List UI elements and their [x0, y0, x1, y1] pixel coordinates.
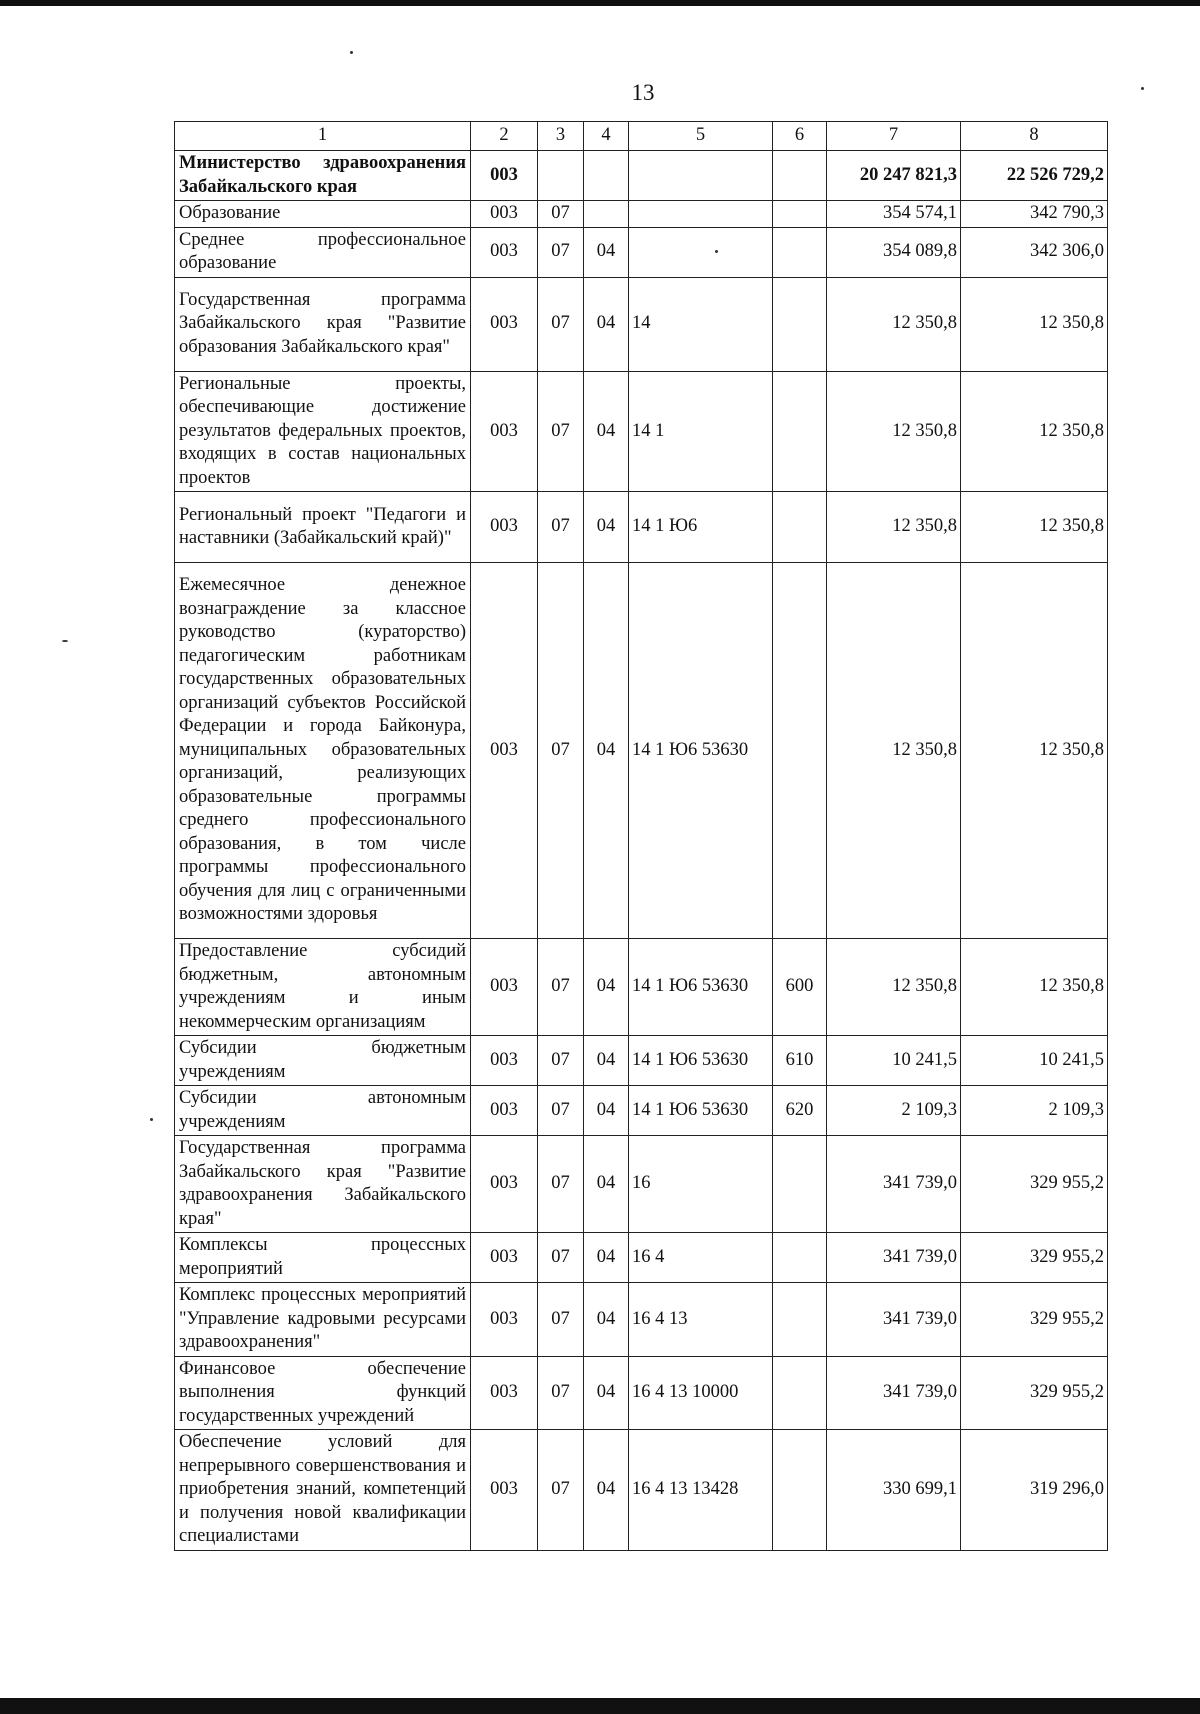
row-description: Региональный проект "Педагоги и наставники (Забайкальский край)": [175, 492, 471, 563]
row-col6-expense-type: [773, 1356, 827, 1430]
row-col8-amount: 342 790,3: [961, 201, 1108, 228]
row-col8-amount: 329 955,2: [961, 1136, 1108, 1233]
row-col4-subsection: 04: [584, 1356, 629, 1430]
row-description: Субсидии бюджетным учреждениям: [175, 1036, 471, 1086]
row-col4-subsection: 04: [584, 563, 629, 939]
row-col5-target: 16 4 13: [629, 1283, 773, 1357]
table-row: [175, 939, 1108, 1036]
row-col8-amount: 342 306,0: [961, 227, 1108, 277]
row-col8-amount: 12 350,8: [961, 277, 1108, 371]
row-col3-section: 07: [538, 1356, 584, 1430]
table-row: [175, 201, 1108, 228]
row-col2-code: 003: [471, 227, 538, 277]
row-col6-expense-type: [773, 151, 827, 201]
row-col2-code: 003: [471, 1356, 538, 1430]
row-col2-code: 003: [471, 277, 538, 371]
row-col6-expense-type: [773, 1283, 827, 1357]
row-col6-expense-type: [773, 1136, 827, 1233]
row-col2-code: 003: [471, 1136, 538, 1233]
row-col3-section: 07: [538, 1136, 584, 1233]
column-header-4: 4: [584, 122, 629, 151]
row-col8-amount: 12 350,8: [961, 563, 1108, 939]
row-col2-code: 003: [471, 1086, 538, 1136]
row-col3-section: 07: [538, 277, 584, 371]
row-col6-expense-type: [773, 277, 827, 371]
row-col7-amount: 341 739,0: [827, 1136, 961, 1233]
row-description: Государственная программа Забайкальского края "Развитие образования Забайкальского края": [175, 277, 471, 371]
budget-table: [174, 121, 1108, 1551]
row-col3-section: [538, 151, 584, 201]
row-col4-subsection: 04: [584, 492, 629, 563]
scan-top-edge: [0, 0, 1200, 6]
row-col5-target: 14 1 Ю6 53630: [629, 1086, 773, 1136]
row-description: Государственная программа Забайкальского края "Развитие здравоохранения Забайкальского края": [175, 1136, 471, 1233]
budget-table-container: [174, 121, 1107, 1551]
row-col8-amount: 10 241,5: [961, 1036, 1108, 1086]
table-row: [175, 1356, 1108, 1430]
row-col4-subsection: 04: [584, 1086, 629, 1136]
row-col2-code: 003: [471, 1283, 538, 1357]
row-col2-code: 003: [471, 939, 538, 1036]
row-col3-section: 07: [538, 1430, 584, 1551]
table-row: [175, 1136, 1108, 1233]
table-row: [175, 227, 1108, 277]
row-col6-expense-type: [773, 1233, 827, 1283]
row-col8-amount: 12 350,8: [961, 492, 1108, 563]
row-col6-expense-type: [773, 201, 827, 228]
row-col7-amount: 12 350,8: [827, 371, 961, 492]
row-col7-amount: 20 247 821,3: [827, 151, 961, 201]
row-col7-amount: 2 109,3: [827, 1086, 961, 1136]
scan-speck: [150, 1118, 153, 1121]
scan-speck: [350, 51, 353, 54]
row-col5-target: 14 1 Ю6 53630: [629, 1036, 773, 1086]
row-col6-expense-type: [773, 492, 827, 563]
row-col4-subsection: [584, 201, 629, 228]
row-description: Ежемесячное денежное вознаграждение за классное руководство (кураторство) педагогическим работникам государственных образовательных организаций субъектов Российской Федерации и города Байконура, муниципальных образовательных организаций, реализующих образовательные программы среднего профессионального образования, в том числе программы профессионального обучения для лиц с ограниченными возможностями здоровья: [175, 563, 471, 939]
row-col7-amount: 341 739,0: [827, 1356, 961, 1430]
row-col4-subsection: 04: [584, 939, 629, 1036]
row-col6-expense-type: [773, 227, 827, 277]
row-col8-amount: 329 955,2: [961, 1356, 1108, 1430]
row-col8-amount: 329 955,2: [961, 1283, 1108, 1357]
row-col2-code: 003: [471, 1430, 538, 1551]
row-description: Субсидии автономным учреждениям: [175, 1086, 471, 1136]
row-col8-amount: 329 955,2: [961, 1233, 1108, 1283]
row-col3-section: 07: [538, 563, 584, 939]
row-col2-code: 003: [471, 151, 538, 201]
row-description: Среднее профессиональное образование: [175, 227, 471, 277]
row-col4-subsection: [584, 151, 629, 201]
row-col6-expense-type: 610: [773, 1036, 827, 1086]
row-description: Образование: [175, 201, 471, 228]
column-header-1: 1: [175, 122, 471, 151]
row-col7-amount: 12 350,8: [827, 563, 961, 939]
scan-speck: [715, 250, 718, 253]
row-description: Обеспечение условий для непрерывного совершенствования и приобретения знаний, компетенций и получения новой квалификации специалистами: [175, 1430, 471, 1551]
row-col3-section: 07: [538, 1233, 584, 1283]
table-row: [175, 1086, 1108, 1136]
table-body: [175, 151, 1108, 1551]
row-col6-expense-type: [773, 1430, 827, 1551]
scan-speck: [62, 640, 68, 642]
row-col8-amount: 319 296,0: [961, 1430, 1108, 1551]
row-col7-amount: 12 350,8: [827, 492, 961, 563]
row-col4-subsection: 04: [584, 1430, 629, 1551]
row-col8-amount: 12 350,8: [961, 939, 1108, 1036]
row-col6-expense-type: [773, 563, 827, 939]
row-col7-amount: 10 241,5: [827, 1036, 961, 1086]
row-col5-target: 14 1: [629, 371, 773, 492]
row-col7-amount: 354 574,1: [827, 201, 961, 228]
page-number: 13: [631, 80, 655, 105]
row-col2-code: 003: [471, 492, 538, 563]
row-col5-target: [629, 151, 773, 201]
row-col4-subsection: 04: [584, 1283, 629, 1357]
row-col7-amount: 341 739,0: [827, 1233, 961, 1283]
table-row: [175, 371, 1108, 492]
row-col3-section: 07: [538, 227, 584, 277]
row-col2-code: 003: [471, 201, 538, 228]
row-col5-target: 14 1 Ю6 53630: [629, 939, 773, 1036]
row-col7-amount: 330 699,1: [827, 1430, 961, 1551]
row-col5-target: [629, 201, 773, 228]
column-header-6: 6: [773, 122, 827, 151]
table-row: [175, 151, 1108, 201]
row-col8-amount: 22 526 729,2: [961, 151, 1108, 201]
row-col5-target: 16: [629, 1136, 773, 1233]
row-col5-target: [629, 227, 773, 277]
row-description: Региональные проекты, обеспечивающие достижение результатов федеральных проектов, входящих в состав национальных проектов: [175, 371, 471, 492]
table-row: [175, 277, 1108, 371]
row-col3-section: 07: [538, 1086, 584, 1136]
row-col5-target: 14: [629, 277, 773, 371]
table-row: [175, 1430, 1108, 1551]
row-col3-section: 07: [538, 492, 584, 563]
row-col8-amount: 2 109,3: [961, 1086, 1108, 1136]
table-row: [175, 1283, 1108, 1357]
row-col7-amount: 341 739,0: [827, 1283, 961, 1357]
scan-speck: [1141, 87, 1144, 90]
column-header-3: 3: [538, 122, 584, 151]
row-col7-amount: 12 350,8: [827, 939, 961, 1036]
table-row: [175, 563, 1108, 939]
row-col4-subsection: 04: [584, 1233, 629, 1283]
row-col6-expense-type: [773, 371, 827, 492]
row-col2-code: 003: [471, 1036, 538, 1086]
row-col5-target: 14 1 Ю6 53630: [629, 563, 773, 939]
row-col4-subsection: 04: [584, 277, 629, 371]
row-col7-amount: 12 350,8: [827, 277, 961, 371]
scan-bottom-edge: [0, 1698, 1200, 1714]
row-col3-section: 07: [538, 939, 584, 1036]
row-description: Министерство здравоохранения Забайкальского края: [175, 151, 471, 201]
row-col7-amount: 354 089,8: [827, 227, 961, 277]
row-col2-code: 003: [471, 371, 538, 492]
table-row: [175, 492, 1108, 563]
table-header-row: [175, 122, 1108, 151]
table-row: [175, 1036, 1108, 1086]
row-col2-code: 003: [471, 563, 538, 939]
row-description: Предоставление субсидий бюджетным, автономным учреждениям и иным некоммерческим организациям: [175, 939, 471, 1036]
column-header-7: 7: [827, 122, 961, 151]
column-header-2: 2: [471, 122, 538, 151]
row-col4-subsection: 04: [584, 227, 629, 277]
row-col5-target: 16 4 13 13428: [629, 1430, 773, 1551]
row-description: Финансовое обеспечение выполнения функций государственных учреждений: [175, 1356, 471, 1430]
row-col4-subsection: 04: [584, 1036, 629, 1086]
row-col2-code: 003: [471, 1233, 538, 1283]
row-col3-section: 07: [538, 1036, 584, 1086]
row-col6-expense-type: 600: [773, 939, 827, 1036]
row-col3-section: 07: [538, 371, 584, 492]
row-description: Комплексы процессных мероприятий: [175, 1233, 471, 1283]
row-col6-expense-type: 620: [773, 1086, 827, 1136]
row-col5-target: 16 4 13 10000: [629, 1356, 773, 1430]
row-col3-section: 07: [538, 1283, 584, 1357]
row-col4-subsection: 04: [584, 371, 629, 492]
table-row: [175, 1233, 1108, 1283]
row-col3-section: 07: [538, 201, 584, 228]
row-col4-subsection: 04: [584, 1136, 629, 1233]
row-col8-amount: 12 350,8: [961, 371, 1108, 492]
row-col5-target: 14 1 Ю6: [629, 492, 773, 563]
row-description: Комплекс процессных мероприятий "Управление кадровыми ресурсами здравоохранения": [175, 1283, 471, 1357]
row-col5-target: 16 4: [629, 1233, 773, 1283]
column-header-5: 5: [629, 122, 773, 151]
column-header-8: 8: [961, 122, 1108, 151]
